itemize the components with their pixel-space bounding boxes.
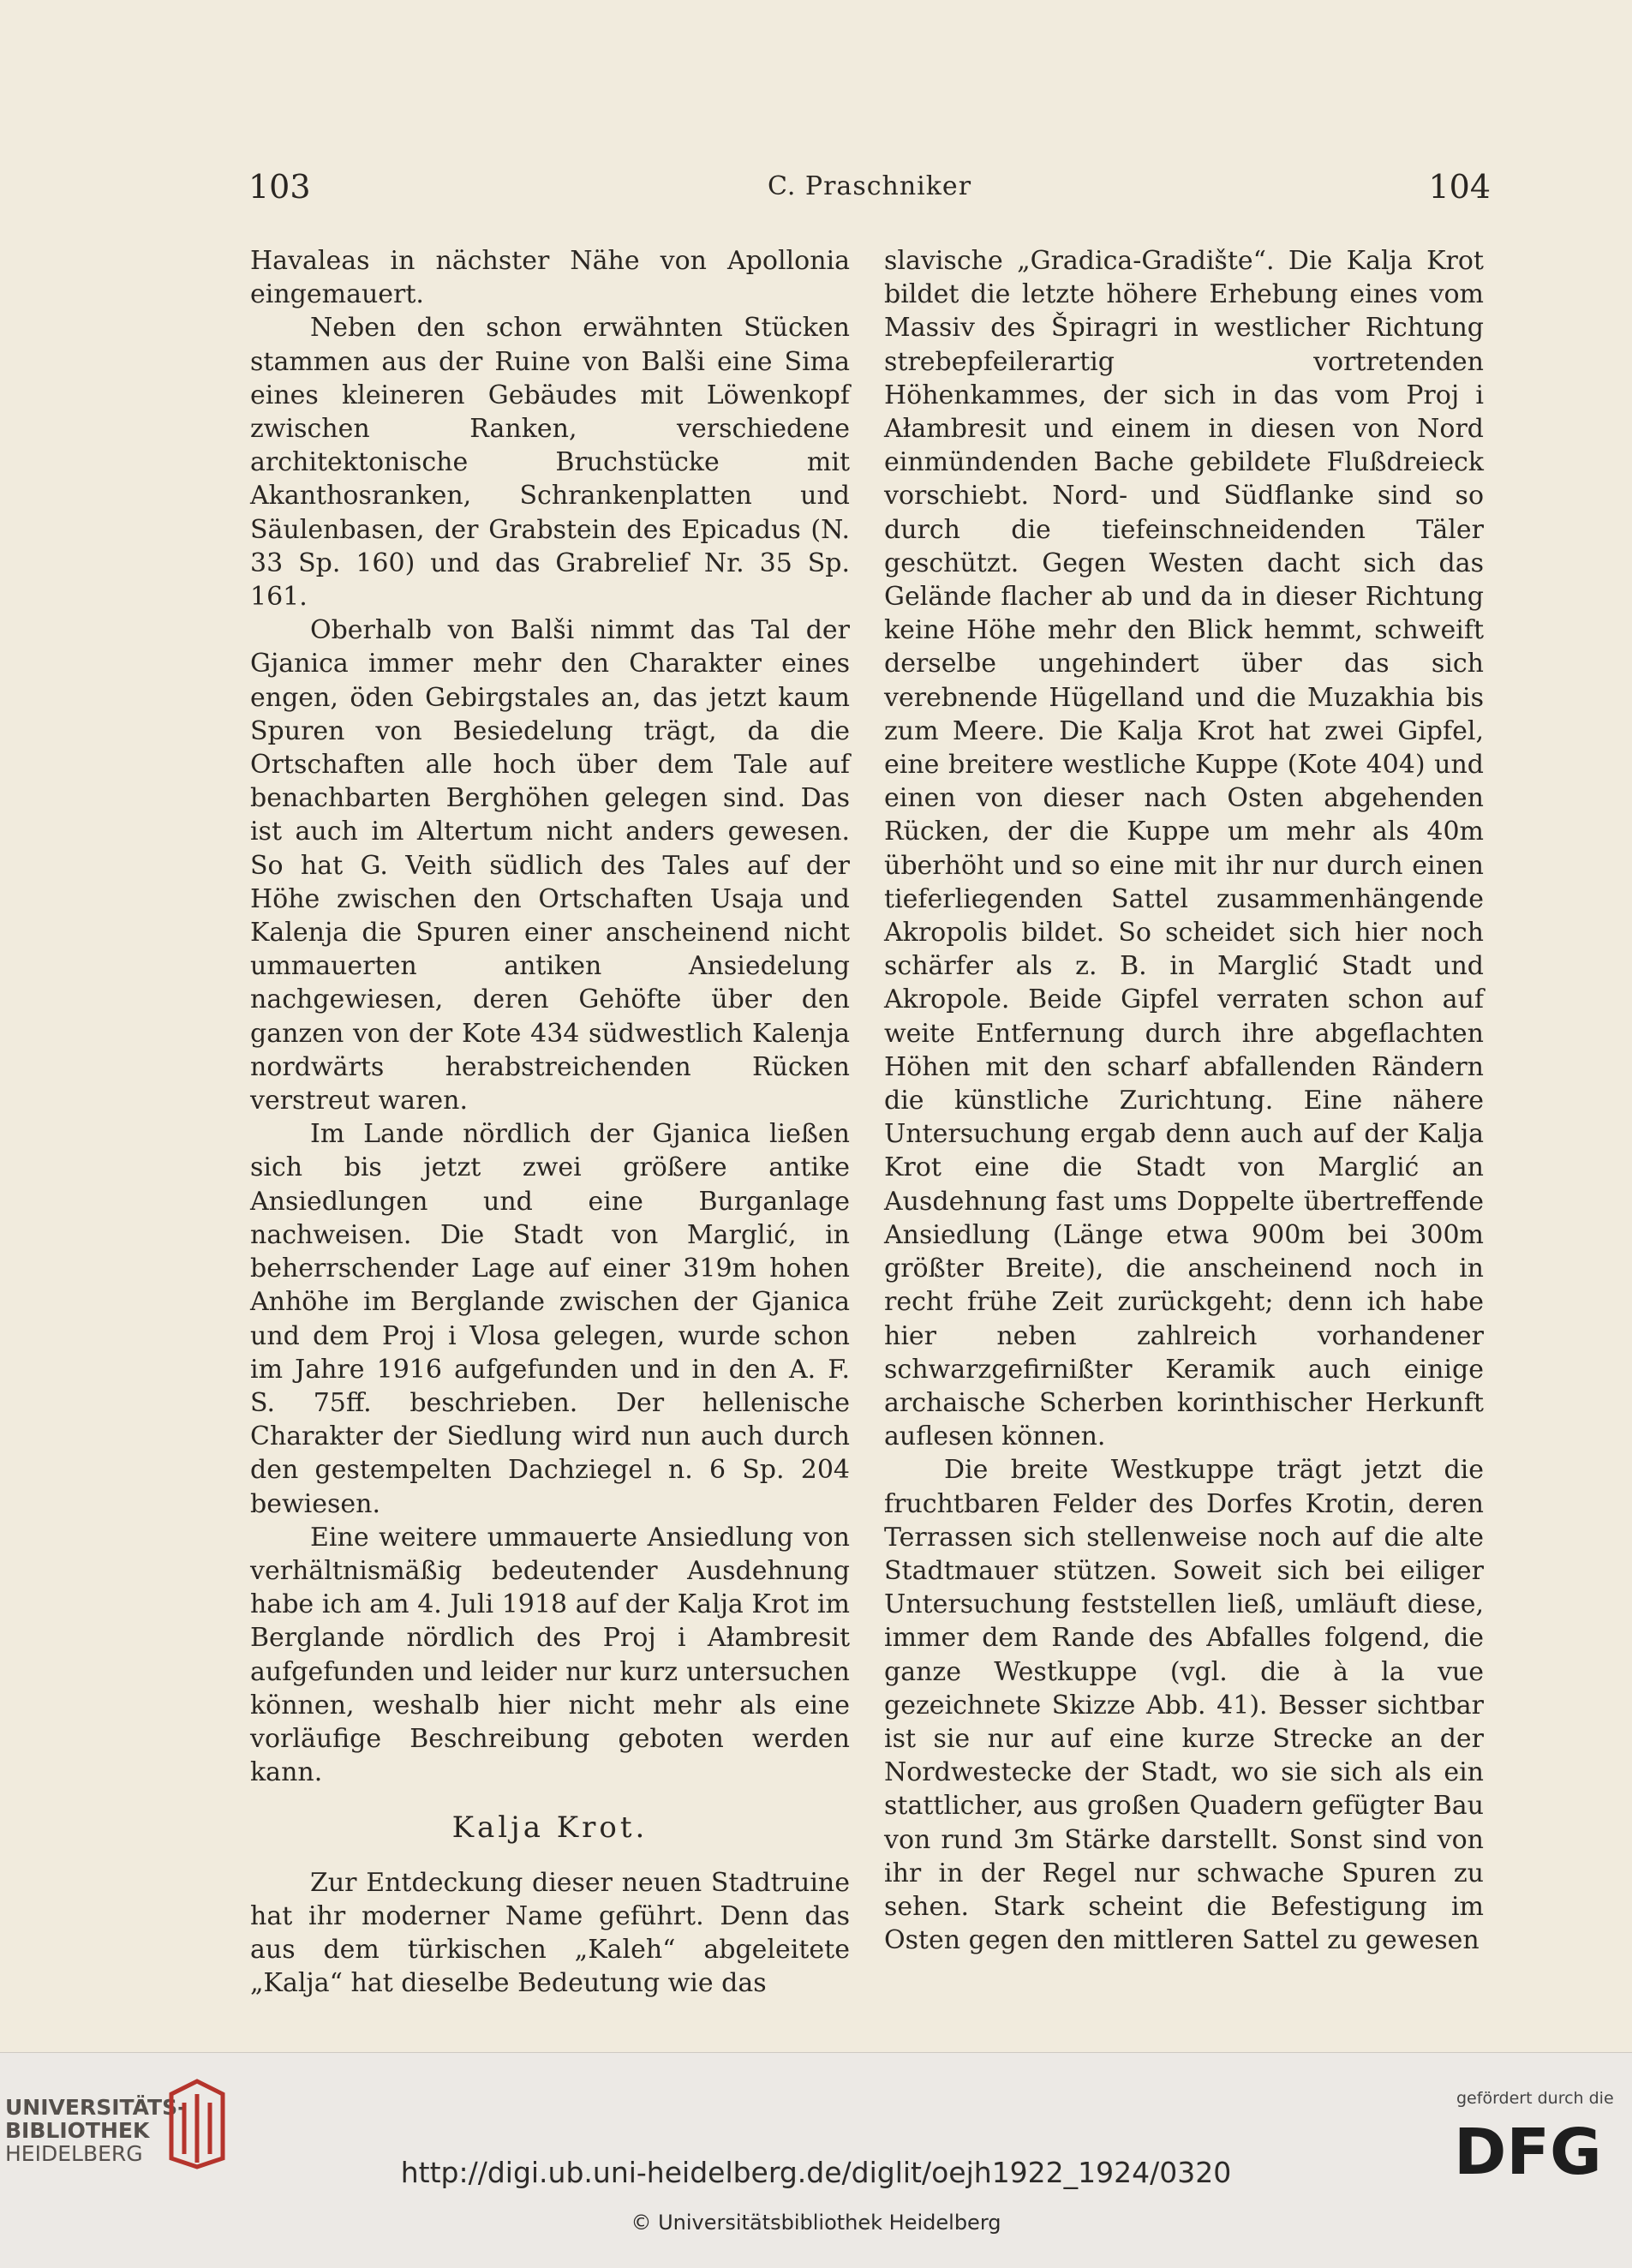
running-title: C. Praschniker bbox=[767, 171, 972, 201]
dfg-logo-text: DFG bbox=[1454, 2117, 1602, 2186]
paragraph: Im Lande nördlich der Gjanica ließen sich bis jetzt zwei größere antike Ansiedlungen und eine Burganlage nachweisen. Die Stadt von Marglić, in beherrschender Lage auf einer 319m hohen Anhöhe im Berglande zwischen der Gjanica und dem Proj i Vlosa gelegen, wurde schon im Jahre 1916 aufgefunden und in den A. F. S. 75ff. beschrieben. Der hellenische Charakter der Siedlung wird nun auch durch den gestempelten Dachziegel n. 6 Sp. 204 bewiesen. bbox=[250, 1119, 850, 1519]
page-url-link[interactable]: http://digi.ub.uni-heidelberg.de/diglit/oejh1922_1924/0320 bbox=[400, 2156, 1232, 2189]
page-number-right: 104 bbox=[1428, 168, 1491, 206]
paragraph: Die breite Westkuppe trägt jetzt die fruchtbaren Felder des Dorfes Krotin, deren Terrassen sich stellenweise noch auf die alte Stadtmauer stützen. Soweit sich bei eiliger Untersuchung feststellen ließ, umläuft diese, immer dem Rande des Abfalles folgend, die ganze Westkuppe (vgl. die à la vue gezeichnete Skizze Abb. 41). Besser sichtbar ist sie nur auf eine kurze Strecke an der Nordwestecke der Stadt, wo sie sich als ein stattlicher, aus großen Quadern gefügter Bau von rund 3m Stärke darstellt. Sonst sind von ihr in der Regel nur schwache Spuren zu sehen. Stark scheint die Befestigung im Osten gegen den mittleren Sattel zu gewesen bbox=[884, 1455, 1484, 1956]
funding-note: gefördert durch die bbox=[1456, 2089, 1614, 2108]
right-column bbox=[884, 244, 1484, 1957]
dfg-logo-icon bbox=[1454, 2117, 1608, 2186]
paragraph: slavische „Gradica-Gradište“. Die Kalja Krot bildet die letzte höhere Erhebung eines vom Massiv des Špiragri in westlicher Richtung strebepfeilerartig vortretenden Höhenkammes, der sich in das vom Proj i Ałambresit und einem in diesen von Nord einmündenden Bache gebildete Flußdreieck vorschiebt. Nord- und Südflanke sind so durch die tiefeinschneidenden Täler geschützt. Gegen Westen dacht sich das Gelände flacher ab und da in dieser Richtung keine Höhe mehr den Blick hemmt, schweift derselbe ungehindert über das sich verebnende Hügelland und die Muzakhia bis zum Meere. Die Kalja Krot hat zwei Gipfel, eine breitere westliche Kuppe (Kote 404) und einen von dieser nach Osten abgehenden Rücken, der die Kuppe um mehr als 40m überhöht und so eine mit ihr nur durch einen tieferliegenden Sattel zusammenhängende Akropolis bildet. So scheidet sich hier noch schärfer als z. B. in Marglić Stadt und Akropole. Beide Gipfel verraten schon auf weite Entfernung durch ihre abgeflachten Höhen mit den scharf abfallenden Rändern die künstliche Zurichtung. Eine nähere Untersuchung ergab denn auch auf der Kalja Krot eine die Stadt von Marglić an Ausdehnung fast ums Doppelte übertreffende Ansiedlung (Länge etwa 900m bei 300m größter Breite), die anscheinend noch in recht frühe Zeit zurückgeht; denn ich habe hier neben zahlreich vorhandener schwarzgefirnißter Keramik auch einige archaische Scherben korinthischer Herkunft auflesen können. bbox=[884, 246, 1484, 1452]
section-heading: Kalja Krot. bbox=[451, 1810, 649, 1846]
library-name bbox=[5, 2096, 186, 2165]
paragraph: Eine weitere ummauerte Ansiedlung von verhältnismäßig bedeutender Ausdehnung habe ich am 4. Juli 1918 auf der Kalja Krot im Berglande nördlich des Proj i Ałambresit aufgefunden und leider nur kurz untersuchen können, weshalb hier nicht mehr als eine vorläufige Beschreibung geboten werden kann. bbox=[250, 1522, 850, 1788]
page-header bbox=[248, 168, 1491, 211]
copyright-notice: © Universitätsbibliothek Heidelberg bbox=[631, 2211, 1001, 2235]
paragraph: Neben den schon erwähnten Stücken stammen aus der Ruine von Balši eine Sima eines kleineren Gebäudes mit Löwenkopf zwischen Ranken, verschiedene architektonische Bruchstücke mit Akanthosranken, Schrankenplatten und Säulenbasen, der Grabstein des Epicadus (N. 33 Sp. 160) und das Grabrelief Nr. 35 Sp. 161. bbox=[250, 313, 850, 613]
library-name-line: UNIVERSITÄTS- bbox=[5, 2095, 187, 2120]
page-number-left: 103 bbox=[248, 168, 311, 206]
paragraph: Zur Entdeckung dieser neuen Stadtruine hat ihr moderner Name geführt. Denn das aus dem türkischen „Kaleh“ abgeleitete „Kalja“ hat dieselbe Bedeutung wie das bbox=[250, 1867, 850, 1999]
library-name-line: BIBLIOTHEK bbox=[5, 2118, 150, 2143]
library-name-line: HEIDELBERG bbox=[5, 2141, 143, 2166]
paragraph: Oberhalb von Balši nimmt das Tal der Gjanica immer mehr den Charakter eines engen, öden Gebirgstales an, das jetzt kaum Spuren von Besiedelung trägt, da die Ortschaften alle hoch über dem Tale auf benachbarten Berghöhen gelegen sind. Das ist auch im Altertum nicht anders gewesen. So hat G. Veith südlich des Tales auf der Höhe zwischen den Ortschaften Usaja und Kalenja die Spuren einer anscheinend nicht ummauerten antiken Ansiedelung nachgewiesen, deren Gehöfte über den ganzen von der Kote 434 südwestlich Kalenja nordwärts herabstreichenden Rücken verstreut waren. bbox=[250, 615, 850, 1116]
paragraph: Havaleas in nächster Nähe von Apollonia eingemauert. bbox=[250, 246, 850, 310]
left-column bbox=[250, 244, 850, 2000]
digitization-footer bbox=[0, 2052, 1632, 2268]
